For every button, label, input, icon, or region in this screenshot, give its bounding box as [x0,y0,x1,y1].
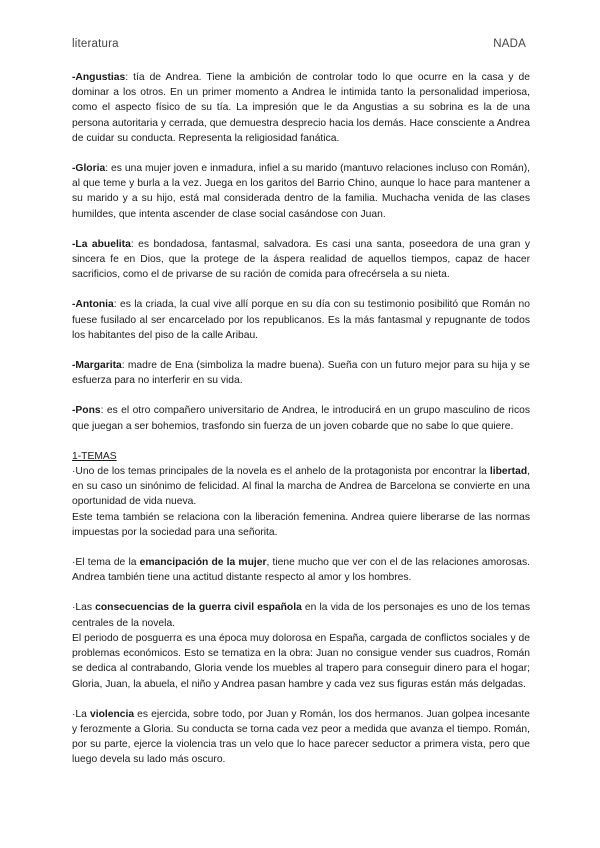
theme-extra-text: El periodo de posguerra es una época muy dolorosa en España, cargada de conflictos sociales y de problemas económicos. Esto se tematiza en la obra: Juan no consigue vender sus cuadros, Román se dedica al contrabando, Gloria vende los muebles al trapero para conseguir dinero para el hogar; Gloria, Juan, la abuela, el niño y Andrea pasan hambre y cada vez sus figuras están más delgadas. [72,632,530,690]
character-paragraph-antonia [72,297,530,343]
page-header [72,38,526,50]
theme-text: ·El tema de la [72,557,140,569]
character-description: : es el otro compañero universitario de Andrea, le introducirá en un grupo masculino de ricos que juegan a ser bohemios, trasfondo sin fuerza de un joven cobarde que no sabe lo que quiere. [72,405,530,432]
theme-extra-text: Este tema también se relaciona con la liberación femenina. Andrea quiere liberarse de las normas impuestas por la sociedad para una señorita. [72,511,530,538]
theme-text: ·Las [72,602,96,614]
character-description: : madre de Ena (simboliza la madre buena). Sueña con un futuro mejor para su hija y se esfuerza para no interferir en su vida. [72,360,530,387]
theme-violencia [72,707,530,768]
character-name: -Pons [72,405,101,417]
theme-text: ·La [72,708,90,720]
document-body [72,70,530,783]
theme-text: ·Uno de los temas principales de la novela es el anhelo de la protagonista por encontrar la [72,466,490,478]
theme-emancipacion [72,555,530,585]
character-name: -Gloria [72,163,106,175]
theme-text: en la vida de los personajes es uno de los temas centrales de la novela. [72,602,530,629]
character-description: : es la criada, la cual vive allí porque en su día con su testimonio posibilitó que Román no fuese fusilado al ser encarcelado por los republicanos. Es la más fantasmal y repugnante de todos los habitantes del piso de la calle Aribau. [72,299,530,341]
character-paragraph-angustias [72,70,530,146]
character-paragraph-gloria [72,161,530,222]
character-name: -Antonia [72,299,114,311]
theme-guerra [72,600,530,691]
character-name: -La abuelita [72,238,131,250]
theme-text: , tiene mucho que ver con el de las relaciones amorosas. Andrea también tiene una actitud distante respecto al amor y los hombres. [72,557,530,584]
character-description: : es una mujer joven e inmadura, infiel a su marido (mantuvo relaciones incluso con Román), al que teme y burla a la vez. Juega en los garitos del Barrio Chino, aunque lo hace para mantener a su marido y a su hijo, está mal considerada dentro de la familia. Muchacha venida de las clases humildes, que intenta ascender de clase social casándose con Juan. [72,163,530,220]
header-subject: literatura [72,38,119,50]
theme-libertad [72,449,530,540]
theme-text: es ejercida, sobre todo, por Juan y Román, los dos hermanos. Juan golpea incesante y ferozmente a Gloria. Su conducta se torna cada vez peor a medida que avanza el tiempo. Román, por su parte, ejerce la violencia tras un velo que lo hace parecer seductor a primera vista, pero que luego devela su lado más oscuro. [72,708,530,766]
character-description: : es bondadosa, fantasmal, salvadora. Es casi una santa, poseedora de una gran y sincera fe en Dios, que la protege de la áspera realidad de aquellos tiempos, capaz de hacer sacrificios, como el de privarse de su ración de comida para ofrecérsela a su nieta. [72,238,531,281]
section-title-temas: 1-TEMAS [72,450,117,462]
character-paragraph-pons [72,403,530,433]
header-book-title: NADA [493,38,526,50]
character-name: -Angustias [72,72,126,83]
theme-keyword: consecuencias de la guerra civil española [95,602,302,614]
theme-keyword: violencia [89,708,135,720]
character-description: : tía de Andrea. Tiene la ambición de controlar todo lo que ocurre en la casa y de dominar a los otros. En un primer momento a Andrea le intimida tanto la personalidad imperiosa, como el aspecto físico de su tía. La impresión que le da Angustias a su sobrina es la de una persona autoritaria y cerrada, que demuestra desprecio hacia los demás. Hace consciente a Andrea de cuidar su conducta. Representa la religiosidad fanática. [72,72,530,144]
character-paragraph-abuelita [72,237,530,283]
character-paragraph-margarita [72,358,530,388]
theme-keyword: libertad [489,466,528,478]
theme-keyword: emancipación de la mujer [139,557,267,569]
theme-text: , en su caso un sinónimo de felicidad. Al final la marcha de Andrea de Barcelona se convierte en una oportunidad de vida nueva. [72,466,530,508]
character-name: -Margarita [72,360,122,372]
